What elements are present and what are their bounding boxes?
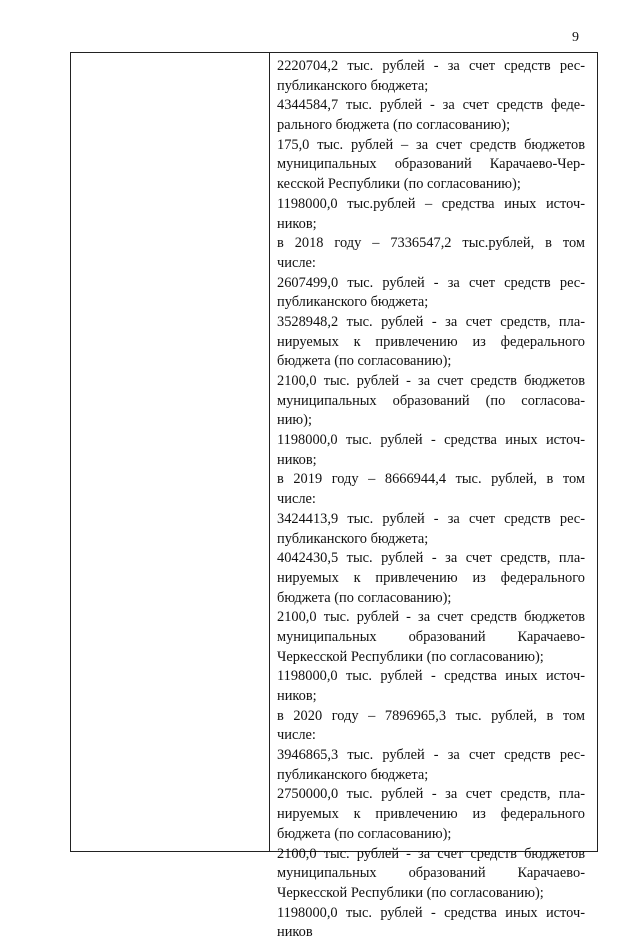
text-line: 2100,0 тыс. рублей - за счет средств бюджетов xyxy=(277,373,585,389)
text-line: нируемых к привлечению из федерального xyxy=(277,333,585,350)
text-line: в 2020 году – 7896965,3 тыс. рублей, в том xyxy=(277,707,585,724)
table-left-cell xyxy=(71,53,270,851)
text-line: муниципальных образований (по согласова- xyxy=(277,392,585,409)
text-line: ников; xyxy=(277,215,317,232)
funding-text xyxy=(277,57,585,943)
text-line: публиканского бюджета; xyxy=(277,766,429,783)
text-line: ников xyxy=(277,924,313,941)
text-line: кесской Республики (по согласованию); xyxy=(277,176,521,193)
text-line: числе: xyxy=(277,491,316,508)
text-line: 4042430,5 тыс. рублей - за счет средств, пла- xyxy=(277,550,585,567)
text-line: числе: xyxy=(277,254,316,271)
text-line: 3424413,9 тыс. рублей - за счет средств рес- xyxy=(277,510,585,527)
text-line: 2607499,0 тыс. рублей - за счет средств рес- xyxy=(277,274,585,291)
page-number: 9 xyxy=(572,30,579,45)
text-line: 4344584,7 тыс. рублей - за счет средств феде- xyxy=(277,97,585,114)
text-line: 1198000,0 тыс. рублей - средства иных источ- xyxy=(277,904,585,921)
text-line: бюджета (по согласованию); xyxy=(277,589,452,606)
text-line: 2100,0 тыс. рублей - за счет средств бюджетов xyxy=(277,609,585,626)
text-line: в 2018 году – 7336547,2 тыс.рублей, в том xyxy=(277,235,585,252)
text-line: муниципальных образований Карачаево- xyxy=(277,865,585,882)
text-line: муниципальных образований Карачаево- xyxy=(277,628,585,645)
text-line: 1198000,0 тыс. рублей - средства иных источ- xyxy=(277,432,585,449)
text-line: 2220704,2 тыс. рублей - за счет средств рес- xyxy=(277,58,585,74)
text-line: публиканского бюджета; xyxy=(277,530,429,547)
text-line: 2100,0 тыс. рублей - за счет средств бюджетов xyxy=(277,845,585,862)
text-line: нируемых к привлечению из федерального xyxy=(277,569,585,586)
text-line: нию); xyxy=(277,412,312,429)
text-line: бюджета (по согласованию); xyxy=(277,825,452,842)
text-line: 1198000,0 тыс.рублей – средства иных источ- xyxy=(277,195,585,212)
text-line: 175,0 тыс. рублей – за счет средств бюджетов xyxy=(277,136,585,153)
text-line: 2750000,0 тыс. рублей - за счет средств, пла- xyxy=(277,786,585,803)
text-line: публиканского бюджета; xyxy=(277,294,429,311)
text-line: Черкесской Республики (по согласованию); xyxy=(277,884,544,901)
table-right-cell xyxy=(270,53,597,941)
text-line: бюджета (по согласованию); xyxy=(277,353,452,370)
text-line: нируемых к привлечению из федерального xyxy=(277,806,585,823)
text-line: публиканского бюджета; xyxy=(277,77,429,94)
text-line: числе: xyxy=(277,727,316,744)
text-line: 3528948,2 тыс. рублей - за счет средств, пла- xyxy=(277,313,585,330)
text-line: муниципальных образований Карачаево-Чер- xyxy=(277,156,585,173)
text-line: ников; xyxy=(277,688,317,704)
text-line: ников; xyxy=(277,451,317,468)
text-line: 1198000,0 тыс. рублей - средства иных источ- xyxy=(277,668,585,685)
text-line: рального бюджета (по согласованию); xyxy=(277,117,511,134)
document-table xyxy=(70,52,598,941)
text-line: в 2019 году – 8666944,4 тыс. рублей, в том xyxy=(277,471,585,488)
text-line: Черкесской Республики (по согласованию); xyxy=(277,648,544,665)
text-line: 3946865,3 тыс. рублей - за счет средств рес- xyxy=(277,747,585,764)
